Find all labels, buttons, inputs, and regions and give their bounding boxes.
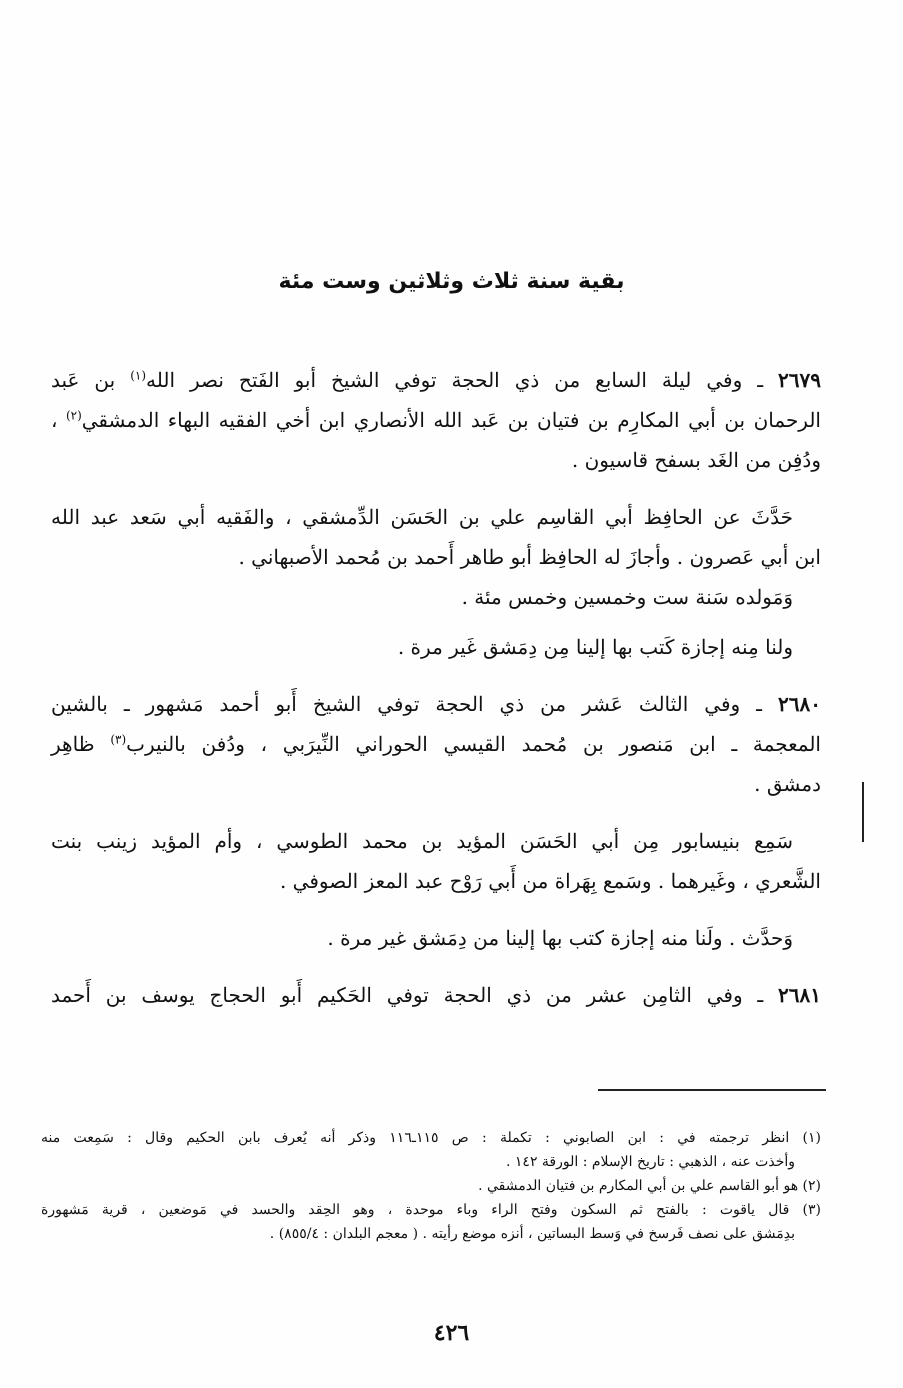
section-heading: بقية سنة ثلاث وثلاثين وست مئة	[278, 269, 625, 294]
entry-2680-line-5: الشَّعري ، وغَيرهما . وسَمع بِهَراة من أَبي رَوْح عبد المعز الصوفي .	[279, 869, 821, 893]
entry-2680-line-4: سَمِع بنيسابور مِن أبي الحَسَن المؤيد بن محمد الطوسي ، وأم المؤيد زينب بنت	[51, 829, 793, 853]
entry-number: ٢٦٨١	[778, 983, 821, 1007]
footnote-marker: (١)	[802, 1130, 821, 1146]
footnote-divider	[598, 1089, 826, 1091]
text-span: ـ وفي الثامِن عشر من ذي الحجة توفي الحَكيم أَبو الحجاج يوسف بن أَحمد	[51, 983, 764, 1007]
footnote-text: هو أبو القاسم علي بن أبي المكارم بن فتيان الدمشقي .	[478, 1178, 799, 1194]
entry-2679-line-1	[51, 360, 821, 400]
footnotes	[41, 1126, 821, 1246]
footnote-ref[interactable]: (٣)	[110, 732, 127, 747]
entry-2679-line-4: حَدَّثَ عن الحافِظ أبي القاسِم علي بن الحَسَن الدِّمشقي ، والفَقيه أبي سَعد عبد الله	[51, 505, 793, 529]
text-span: ظاهِر	[51, 732, 111, 756]
margin-mark	[862, 782, 864, 842]
entry-number: ٢٦٧٩	[778, 368, 822, 392]
entry-2680-line-3: دمشق .	[754, 772, 821, 796]
footnote-ref[interactable]: (١)	[130, 368, 147, 383]
entry-2680-line-6: وَحدَّث . ولَنا منه إجازة كتب بها إلينا من دِمَشق غير مرة .	[327, 926, 793, 950]
footnote-1-line-2: وأخذت عنه ، الذهبي : تاريخ الإسلام : الورقة ١٤٢ .	[506, 1154, 795, 1170]
page-number: ٤٢٦	[433, 1320, 470, 1346]
entry-2679-line-6: وَمَولده سَنة ست وخمسين وخمس مئة .	[461, 585, 793, 609]
text-span: ،	[51, 408, 66, 432]
footnote-3-line-2: بدِمَشق على نصف فَرسخ في وَسط البساتين ، أنزه موضع رأيته . ( معجم البلدان : ٨٥٥/٤) .	[269, 1226, 795, 1242]
entry-2680-line-2	[51, 724, 821, 764]
text-span: ـ وفي ليلة السابع من ذي الحجة توفي الشيخ أبو الفَتح نصر الله	[146, 368, 764, 392]
footnote-marker: (٢)	[802, 1178, 821, 1194]
footnote-2-line-1	[41, 1174, 821, 1198]
text-span: المعجمة ـ ابن مَنصور بن مُحمد القيسي الحوراني النِّيرَبي ، ودُفن بالنيرب	[126, 732, 821, 756]
entry-number: ٢٦٨٠	[778, 692, 822, 716]
text-span: ـ وفي الثالث عَشر من ذي الحجة توفي الشيخ أَبو أحمد مَشهور ـ بالشين	[51, 692, 763, 716]
footnote-marker: (٣)	[802, 1202, 821, 1218]
text-span: الرحمان بن أبي المكارِم بن فتيان بن عَبد الله الأنصاري ابن أخي الفقيه البهاء الدمشقي	[81, 408, 821, 432]
text-span: بن عَبد	[51, 368, 131, 392]
footnote-text: قال ياقوت : بالفتح ثم السكون وفتح الراء وباء موحدة ، وهو الحِقد والحسد في مَوضعين ، قرية مَشهورة	[41, 1202, 790, 1218]
footnote-ref[interactable]: (٢)	[65, 408, 82, 423]
entry-2680-line-1	[51, 684, 821, 724]
footnote-1-line-1	[41, 1126, 821, 1150]
main-text	[51, 360, 821, 1015]
entry-2681-line-1	[51, 975, 821, 1015]
entry-2679-line-3: ودُفِن من الغَد بسفح قاسيون .	[571, 448, 821, 472]
entry-2679-line-5: ابن أبي عَصرون . وأجازَ له الحافِظ أبو طاهر أَحمد بن مُحمد الأصبهاني .	[238, 545, 821, 569]
entry-2679-line-7: ولنا مِنه إجازة كَتب بها إلينا مِن دِمَشق غَير مرة .	[397, 635, 793, 659]
entry-2679-line-2	[51, 400, 821, 440]
footnote-text: انظر ترجمته في : ابن الصابوني : تكملة : ص ١١٥ـ١١٦ وذكر أنه يُعرف بابن الحكيم وقال : سَمِعت منه	[41, 1130, 790, 1146]
footnote-3-line-1	[41, 1198, 821, 1222]
